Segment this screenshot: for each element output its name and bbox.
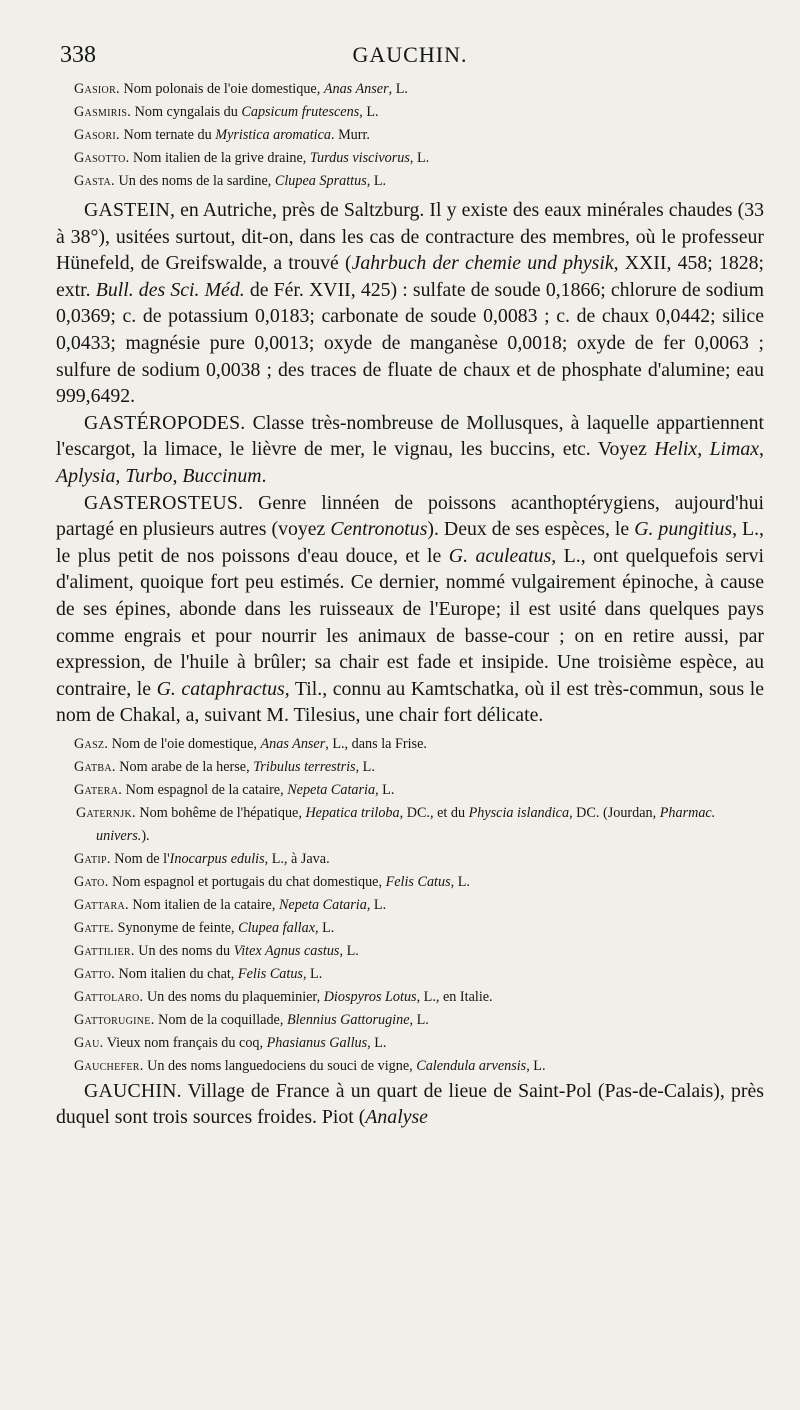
entry-gattolaro: Gattolaro. Un des noms du plaqueminier, Diospyros Lotus, L., en Italie. — [74, 988, 493, 1005]
entry-gatera: Gatera. Nom espagnol de la cataire, Nepeta Cataria, L. — [74, 781, 395, 798]
entry-gau: Gau. Vieux nom français du coq, Phasianus Gallus, L. — [74, 1034, 387, 1051]
entry-gatba: Gatba. Nom arabe de la herse, Tribulus terrestris, L. — [74, 758, 375, 775]
entry-gato: Gato. Nom espagnol et portugais du chat domestique, Felis Catus, L. — [74, 873, 470, 890]
running-head: GAUCHIN. — [352, 42, 468, 67]
middle-entries — [56, 733, 764, 848]
entry-gattorugine: Gattorugine. Nom de la coquillade, Blennius Gattorugine, L. — [74, 1011, 429, 1028]
entry-gasotto: Gasotto. Nom italien de la grive draine, Turdus viscivorus, L. — [74, 150, 430, 166]
entry-gaternjk: Gaternjk. Nom bohême de l'hépatique, Hepatica triloba, DC., et du Physcia islandica, DC. (Jourdan, Pharmac. univers.). — [76, 804, 716, 844]
lower-entries — [56, 848, 764, 1078]
entry-gastein: GASTEIN, en Autriche, près de Saltzburg. Il y existe des eaux minérales chaudes (33 à 38°), usitées surtout, dit-on, dans les cas de contracture des membres, où le professeur Hünefeld, de Greifswalde, a trouvé (Jahrbuch der chemie und physik, XXII, 458; 1828; extr. Bull. des Sci. Méd. de Fér. XVII, 425) : sulfate de soude 0,1866; chlorure de sodium 0,0369; c. de potassium 0,0183; carbonate de soude 0,0083 ; c. de chaux 0,0442; silice 0,0433; magnésie pure 0,0013; oxyde de manganèse 0,0018; oxyde de fer 0,0063 ; sulfure de sodium 0,0038 ; des traces de fluate de chaux et de phosphate d'alumine; eau 999,6492. — [56, 199, 764, 408]
page-header — [56, 40, 764, 74]
page-number: 338 — [60, 42, 96, 68]
entry-gasta: Gasta. Un des noms de la sardine, Clupea Sprattus, L. — [74, 173, 387, 189]
entry-gattara: Gattara. Nom italien de la cataire, Nepeta Cataria, L. — [74, 896, 387, 913]
entry-gattilier: Gattilier. Un des noms du Vitex Agnus castus, L. — [74, 942, 359, 959]
dictionary-page — [56, 40, 764, 1380]
entry-gatte: Gatte. Synonyme de feinte, Clupea fallax, L. — [74, 919, 335, 936]
entry-gatip: Gatip. Nom de l'Inocarpus edulis, L., à Java. — [74, 850, 330, 867]
entry-gasteropodes: GASTÉROPODES. Classe très-nombreuse de Mollusques, à laquelle appartiennent l'escargot, la limace, le lièvre de mer, le vignau, les buccins, etc. Voyez Helix, Limax, Aplysia, Turbo, Buccinum. — [56, 411, 764, 487]
entry-gasterosteus: GASTEROSTEUS. Genre linnéen de poissons acanthoptérygiens, aujourd'hui partagé en plusieurs autres (voyez Centronotus). Deux de ses espèces, le G. pungitius, L., le plus petit de nos poissons d'eau douce, et le G. aculeatus, L., ont quelquefois servi d'aliment, quoique fort peu estimés. Ce dernier, nommé vulgairement épinoche, à cause de ses épines, abonde dans les ruisseaux de l'Europe; il est usité dans quelques pays comme engrais et pour nourrir les animaux de basse-cour ; on en retire aussi, par expression, de l'huile à brûler; sa chair est fade et insipide. Une troisième espèce, au contraire, le G. cataphractus, Til., connu au Kamtschatka, où il est très-commun, sous le nom de Chakal, a, suivant M. Tilesius, une chair fort délicate. — [56, 491, 764, 727]
entry-gasior: Gasior. Nom polonais de l'oie domestique, Anas Anser, L. — [74, 81, 408, 97]
entry-gasmiris: Gasmiris. Nom cyngalais du Capsicum frutescens, L. — [74, 104, 379, 120]
entry-gauchefer: Gauchefer. Un des noms languedociens du souci de vigne, Calendula arvensis, L. — [74, 1057, 546, 1074]
entry-gasori: Gasori. Nom ternate du Myristica aromatica. Murr. — [74, 127, 370, 143]
entry-gatto: Gatto. Nom italien du chat, Felis Catus, L. — [74, 965, 323, 982]
entry-gasz: Gasz. Nom de l'oie domestique, Anas Anser, L., dans la Frise. — [74, 735, 427, 752]
entry-gauchin: GAUCHIN. Village de France à un quart de lieue de Saint-Pol (Pas-de-Calais), près duquel sont trois sources froides. Piot (Analyse — [56, 1079, 764, 1129]
top-entries — [56, 78, 764, 193]
